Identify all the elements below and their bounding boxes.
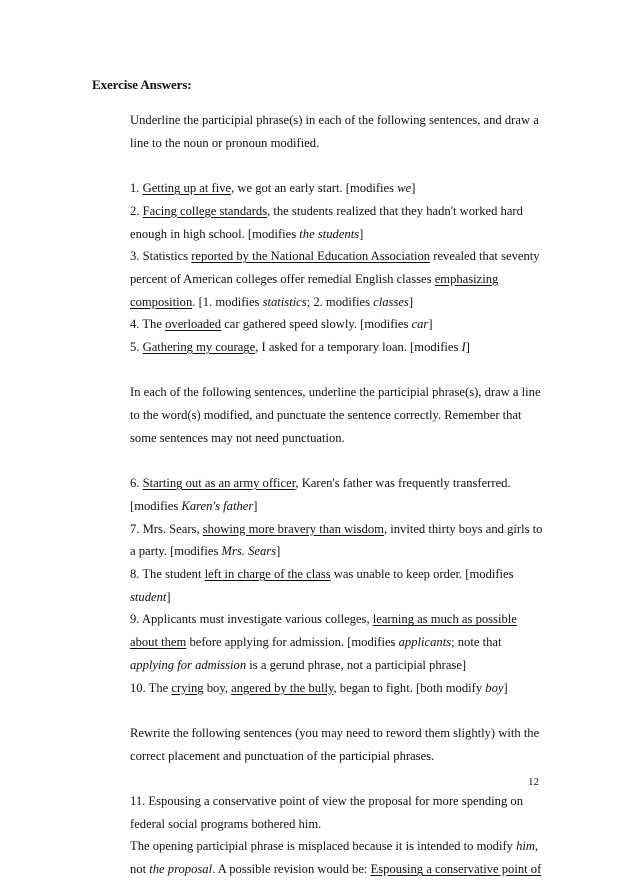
item-6: 6. Starting out as an army officer, Karen's father was frequently transferred. [modifies Karen's father] [130, 476, 511, 513]
modified-word: student [130, 589, 167, 604]
item-11-sentence: 11. Espousing a conservative point of view the proposal for more spending on federal social programs bothered him. [130, 794, 524, 831]
modified-word: boy [485, 680, 504, 695]
modified-word: the students [299, 226, 360, 241]
modified-word: applicants [398, 635, 452, 650]
participial-phrase: overloaded [165, 317, 222, 332]
document-body [130, 109, 546, 881]
participial-phrase: Starting out as an army officer [142, 476, 296, 491]
item-8: 8. The student left in charge of the class was unable to keep order. [modifies student] [130, 567, 514, 604]
item-1: 1. Getting up at five, we got an early start. [modifies we] [130, 181, 416, 196]
participial-phrase: emphasizing composition [130, 271, 499, 309]
item-10: 10. The crying boy, angered by the bully, began to fight. [both modify boy] [130, 680, 508, 695]
participial-phrase: left in charge of the class [204, 567, 331, 582]
modified-word: I [461, 340, 466, 355]
misplaced-target: the proposal [149, 862, 213, 877]
modified-word: classes [373, 294, 409, 309]
gerund-phrase: applying for admission [130, 657, 247, 672]
instruction-2: In each of the following sentences, underline the participial phrase(s), draw a line to the word(s) modified, and punctuate the sentence correctly. Remember that some sentences may not need punctuation. [130, 385, 541, 445]
modified-word: statistics [262, 294, 307, 309]
item-9: 9. Applicants must investigate various colleges, learning as much as possible about them before applying for admission. [modifies applicants; note that applying for admission is a gerund phrase, not a participial phrase] [130, 612, 517, 672]
modified-word: Mrs. Sears [221, 544, 277, 559]
page-number: 12 [528, 776, 539, 788]
instruction-3: Rewrite the following sentences (you may need to reword them slightly) with the correct placement and punctuation of the participial phrases. [130, 725, 540, 763]
item-5: 5. Gathering my courage, I asked for a temporary loan. [modifies I] [130, 340, 470, 355]
exercise-answers-heading: Exercise Answers: [92, 77, 192, 92]
modified-word: him [516, 839, 535, 854]
participial-phrase: learning as much as possible about them [130, 612, 517, 650]
item-2: 2. Facing college standards, the students realized that they hadn't worked hard enough in high school. [modifies the students] [130, 203, 523, 241]
item-11-explanation: The opening participial phrase is misplaced because it is intended to modify him, not the proposal. A possible revision would be: Espousing a conservative point of [130, 839, 542, 877]
participial-phrase: reported by the National Education Association [191, 249, 431, 264]
modified-word: Karen's father [181, 498, 254, 513]
item-4: 4. The overloaded car gathered speed slowly. [modifies car] [130, 317, 433, 332]
participial-phrase: angered by the bully [231, 680, 334, 695]
modified-word: we [397, 181, 412, 196]
item-3: 3. Statistics reported by the National Education Association revealed that seventy percent of American colleges offer remedial English classes emphasizing composition. [1. modifies statistics; 2. modifies classes] [130, 249, 540, 309]
participial-phrase: Facing college standards [142, 203, 268, 218]
participial-phrase: showing more bravery than wisdom [202, 521, 384, 536]
revision-phrase: Espousing a conservative point of [370, 862, 542, 877]
participial-phrase: Getting up at five [142, 181, 232, 196]
instruction-1: Underline the participial phrase(s) in each of the following sentences, and draw a line to the noun or pronoun modified. [130, 113, 539, 150]
modified-word: car [411, 317, 429, 332]
participial-phrase: Gathering my courage [142, 340, 256, 355]
item-7: 7. Mrs. Sears, showing more bravery than wisdom, invited thirty boys and girls to a party. [modifies Mrs. Sears] [130, 521, 543, 559]
participial-phrase: crying [171, 680, 204, 695]
